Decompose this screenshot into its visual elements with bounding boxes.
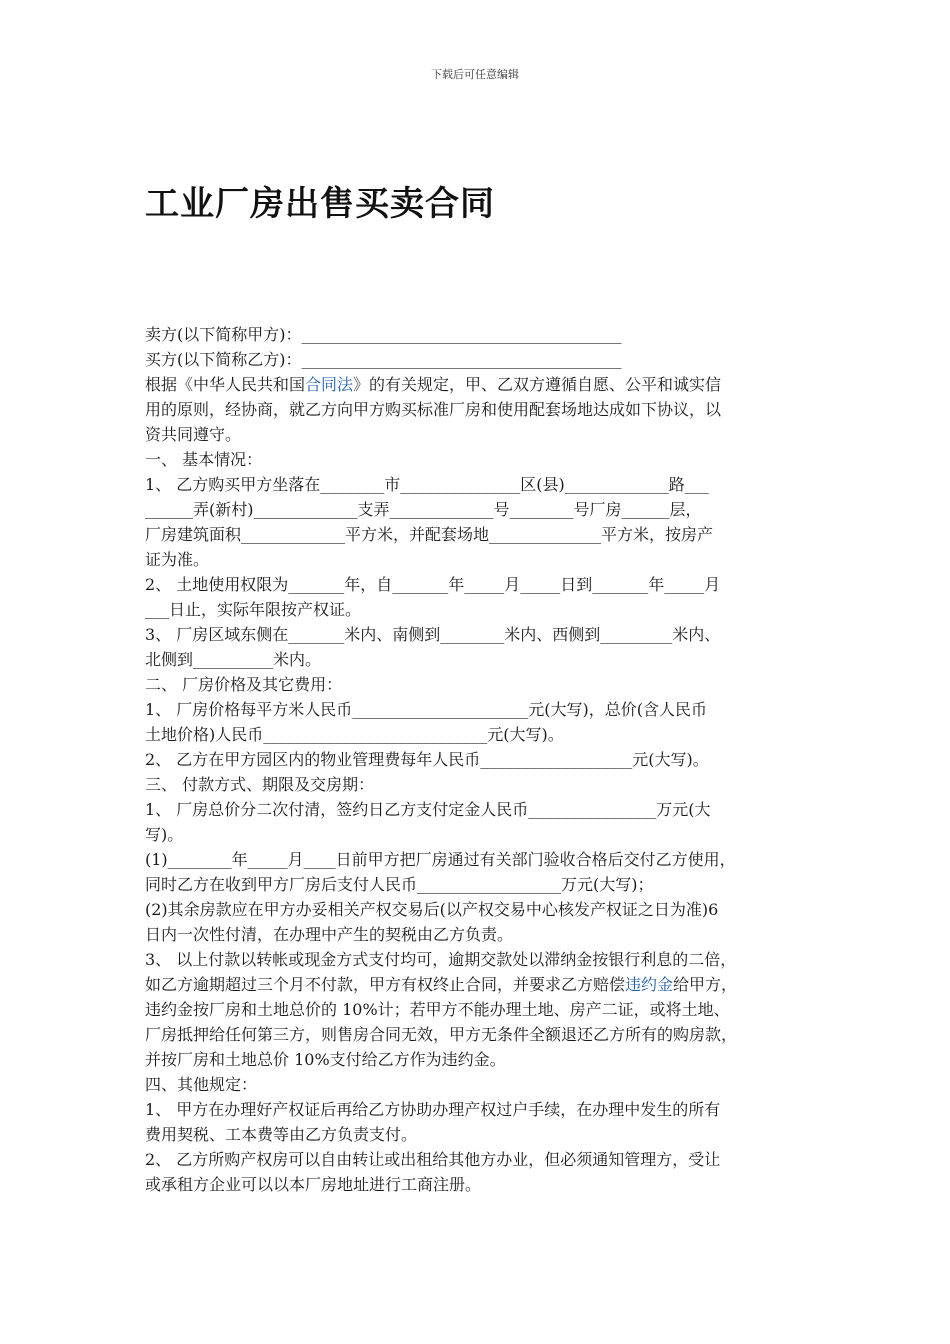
contract-line [145, 747, 810, 772]
contract-line [145, 822, 810, 847]
line-text: 卖方(以下简称甲方)：________________________________________ [145, 325, 622, 344]
line-text: 1、 厂房总价分二次付清，签约日乙方支付定金人民币________________万元(大 [145, 800, 711, 819]
contract-line [145, 1172, 810, 1197]
contract-line [145, 847, 810, 872]
header-note: 下载后可任意编辑 [431, 68, 519, 81]
line-text: 并按厂房和土地总价 10%支付给乙方作为违约金。 [145, 1050, 506, 1069]
contract-line [145, 772, 810, 797]
hyperlink[interactable]: 合同法 [305, 375, 354, 394]
line-text: 土地价格)人民币____________________________元(大写)。 [145, 725, 564, 744]
contract-line [145, 472, 810, 497]
contract-line [145, 372, 810, 397]
line-text: (2)其余房款应在甲方办妥相关产权交易后(以产权交易中心核发产权证之日为准)6 [145, 900, 719, 919]
line-text: 北侧到__________米内。 [145, 650, 322, 669]
line-text: 如乙方逾期超过三个月不付款，甲方有权终止合同，并要求乙方赔偿 [145, 975, 626, 994]
line-text: 给甲方， [673, 975, 738, 994]
line-text: 一、 基本情况： [145, 450, 263, 469]
line-text: 三、 付款方式、期限及交房期： [145, 775, 375, 794]
contract-line [145, 397, 810, 422]
contract-line [145, 922, 810, 947]
contract-line [145, 497, 810, 522]
line-text: 费用契税、工本费等由乙方负责支付。 [145, 1125, 418, 1144]
contract-line [145, 1072, 810, 1097]
contract-line [145, 947, 810, 972]
line-text: 3、 厂房区域东侧在_______米内、南侧到________米内、西侧到_________米内、 [145, 625, 721, 644]
line-text: 根据《中华人民共和国 [145, 375, 306, 394]
line-text: 四、其他规定： [145, 1075, 258, 1094]
line-text: 同时乙方在收到甲方厂房后支付人民币__________________万元(大写)； [145, 875, 654, 894]
line-text: 2、 乙方所购产权房可以自由转让或出租给其他方办业，但必须通知管理方，受让 [145, 1150, 721, 1169]
line-text: 2、 土地使用权限为_______年，自_______年_____月_____日到_______年_____月 [145, 575, 721, 594]
line-text: 或承租方企业可以以本厂房地址进行工商注册。 [145, 1175, 482, 1194]
contract-line [145, 322, 810, 347]
line-text: 3、 以上付款以转帐或现金方式支付均可，逾期交款处以滞纳金按银行利息的二倍， [145, 950, 737, 969]
line-text: 厂房建筑面积_____________平方米，并配套场地______________平方米，按房产 [145, 525, 714, 544]
line-text: 写)。 [145, 825, 184, 844]
contract-line [145, 697, 810, 722]
line-text: 二、 厂房价格及其它费用： [145, 675, 343, 694]
contract-body [145, 322, 810, 1197]
line-text: 证为准。 [145, 550, 210, 569]
contract-line [145, 622, 810, 647]
contract-line [145, 647, 810, 672]
contract-line [145, 1047, 810, 1072]
contract-line [145, 1022, 810, 1047]
line-text: (1)________年_____月____日前甲方把厂房通过有关部门验收合格后交付乙方使用， [145, 850, 736, 869]
document-title: 工业厂房出售买卖合同 [145, 184, 495, 224]
line-text: 1、 甲方在办理好产权证后再给乙方协助办理产权过户手续，在办理中发生的所有 [145, 1100, 721, 1119]
line-text: 买方(以下简称乙方)：________________________________________ [145, 350, 622, 369]
hyperlink[interactable]: 违约金 [625, 975, 674, 994]
contract-line [145, 972, 810, 997]
contract-line [145, 522, 810, 547]
line-text: ______弄(新村)_____________支弄_____________号________号厂房______层， [145, 500, 702, 519]
line-text: 》的有关规定，甲、乙双方遵循自愿、公平和诚实信 [353, 375, 722, 394]
contract-line [145, 447, 810, 472]
contract-line [145, 572, 810, 597]
line-text: 违约金按厂房和土地总价的 10%计；若甲方不能办理土地、房产二证，或将土地、 [145, 1000, 730, 1019]
line-text: 1、 乙方购买甲方坐落在________市_______________区(县)_____________路___ [145, 475, 709, 494]
line-text: 用的原则，经协商，就乙方向甲方购买标准厂房和使用配套场地达成如下协议，以 [145, 400, 722, 419]
contract-line [145, 547, 810, 572]
line-text: 资共同遵守。 [145, 425, 242, 444]
contract-line [145, 872, 810, 897]
contract-line [145, 1097, 810, 1122]
line-text: 1、 厂房价格每平方米人民币______________________元(大写)，总价(含人民币 [145, 700, 707, 719]
contract-line [145, 997, 810, 1022]
contract-line [145, 347, 810, 372]
line-text: ___日止，实际年限按产权证。 [145, 600, 362, 619]
contract-line [145, 672, 810, 697]
line-text: 日内一次性付清，在办理中产生的契税由乙方负责。 [145, 925, 514, 944]
line-text: 2、 乙方在甲方园区内的物业管理费每年人民币___________________元(大写)。 [145, 750, 709, 769]
contract-line [145, 897, 810, 922]
contract-line [145, 1147, 810, 1172]
line-text: 厂房抵押给任何第三方，则售房合同无效，甲方无条件全额退还乙方所有的购房款， [145, 1025, 738, 1044]
contract-line [145, 722, 810, 747]
contract-line [145, 597, 810, 622]
contract-line [145, 1122, 810, 1147]
contract-line [145, 797, 810, 822]
contract-line [145, 422, 810, 447]
